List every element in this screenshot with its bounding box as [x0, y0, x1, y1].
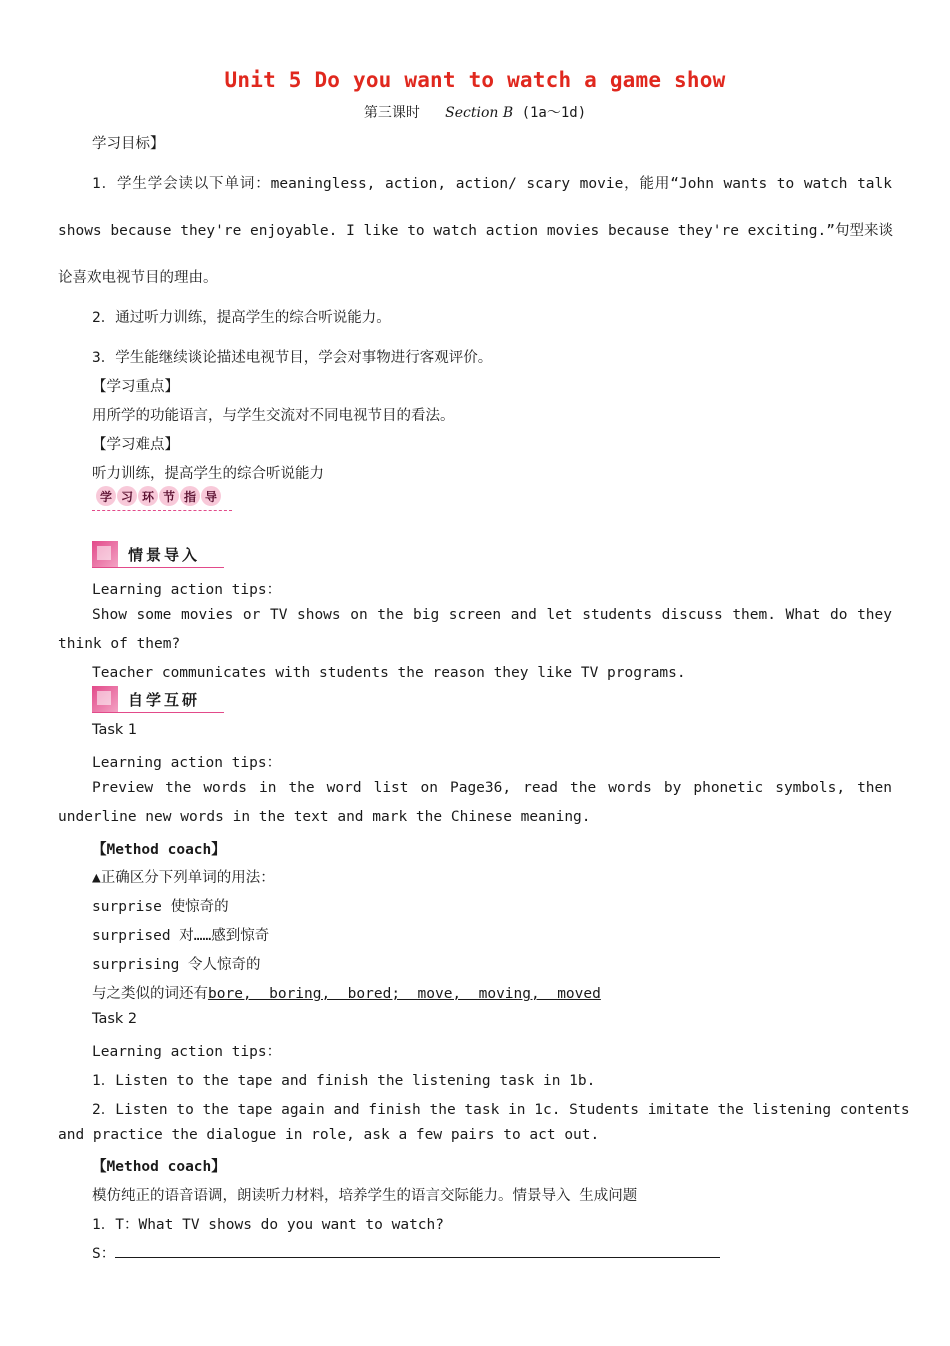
- task1-title: Task 1: [92, 722, 138, 738]
- task1-line-1: Preview the words in the word list on Page36, read the words by phonetic symbols, then: [92, 780, 892, 796]
- objective-2: 2．通过听力训练，提高学生的综合听说能力。: [92, 310, 391, 326]
- word-surprised: surprised 对……感到惊奇: [92, 928, 270, 944]
- section1-tips: Learning action tips：: [92, 582, 282, 598]
- task1-method-coach: 【Method coach】: [92, 842, 226, 858]
- banner-char: 节: [159, 486, 179, 506]
- banner-char: 环: [138, 486, 158, 506]
- section-name: Section B: [445, 105, 514, 121]
- task2-item-1: 1．Listen to the tape and finish the listening task in 1b.: [92, 1073, 596, 1089]
- task2-item-2-line-1: 2．Listen to the tape again and finish the task in 1c. Students imitate the listening contents: [92, 1102, 910, 1118]
- task2-item-2-line-2: and practice the dialogue in role, ask a few pairs to act out.: [58, 1127, 600, 1143]
- answer-1-blank[interactable]: [115, 1243, 720, 1258]
- section-label: 情景导入: [128, 546, 201, 564]
- difficulty-text: 听力训练，提高学生的综合听说能力: [92, 466, 324, 482]
- similar-words-line: [92, 982, 601, 1003]
- study-guide-banner: [92, 486, 232, 511]
- section-label: 自学互研: [128, 691, 201, 709]
- objectives-heading: 学习目标】: [92, 136, 165, 152]
- key-point-heading: 【学习重点】: [92, 379, 179, 395]
- section-marker-icon: [92, 686, 118, 712]
- page-title: Unit 5 Do you want to watch a game show: [224, 68, 726, 92]
- question-1: 1．T：What TV shows do you want to watch?: [92, 1217, 445, 1233]
- similar-words-prefix: 与之类似的词还有: [92, 986, 208, 1002]
- page-subtitle: [0, 102, 950, 122]
- task1-rule: ▲正确区分下列单词的用法：: [92, 870, 275, 886]
- difficulty-heading: 【学习难点】: [92, 437, 179, 453]
- section-marker-icon: [92, 541, 118, 567]
- answer-1-label: S：: [92, 1246, 116, 1262]
- task1-tips: Learning action tips：: [92, 755, 282, 771]
- banner-char: 导: [201, 486, 221, 506]
- section-header-scene-intro: [92, 541, 224, 568]
- banner-char: 学: [96, 486, 116, 506]
- objective-3: 3．学生能继续谈论描述电视节目，学会对事物进行客观评价。: [92, 350, 493, 366]
- similar-words-list: bore, boring, bored; move, moving, moved: [208, 986, 601, 1002]
- word-surprise: surprise 使惊奇的: [92, 899, 229, 915]
- section1-line-1: Show some movies or TV shows on the big screen and let students discuss them. What do they: [92, 607, 892, 623]
- task2-method-coach: 【Method coach】: [92, 1159, 226, 1175]
- section-header-self-study: [92, 686, 224, 713]
- word-surprising: surprising 令人惊奇的: [92, 957, 261, 973]
- objective-1-line-3: 论喜欢电视节目的理由。: [58, 270, 218, 286]
- section1-line-2: think of them?: [58, 636, 181, 652]
- lesson-number: 第三课时: [363, 105, 420, 121]
- task2-title: Task 2: [92, 1011, 138, 1027]
- section-range: (1a～1d): [521, 105, 587, 121]
- task1-line-2: underline new words in the text and mark the Chinese meaning.: [58, 809, 591, 825]
- objective-1-line-2: shows because they're enjoyable. I like to watch action movies because they're exciting.”句型来谈: [58, 223, 893, 239]
- section1-line-3: Teacher communicates with students the reason they like TV programs.: [92, 665, 686, 681]
- objective-1-line-1: 1．学生学会读以下单词：meaningless, action, action/ scary movie，能用“John wants to watch talk: [92, 176, 892, 192]
- task2-coach-text: 模仿纯正的语音语调，朗读听力材料，培养学生的语言交际能力。情景导入 生成问题: [92, 1188, 638, 1204]
- answer-1-line: [92, 1242, 720, 1263]
- banner-char: 习: [117, 486, 137, 506]
- key-point-text: 用所学的功能语言，与学生交流对不同电视节目的看法。: [92, 408, 455, 424]
- banner-char: 指: [180, 486, 200, 506]
- task2-tips: Learning action tips：: [92, 1044, 282, 1060]
